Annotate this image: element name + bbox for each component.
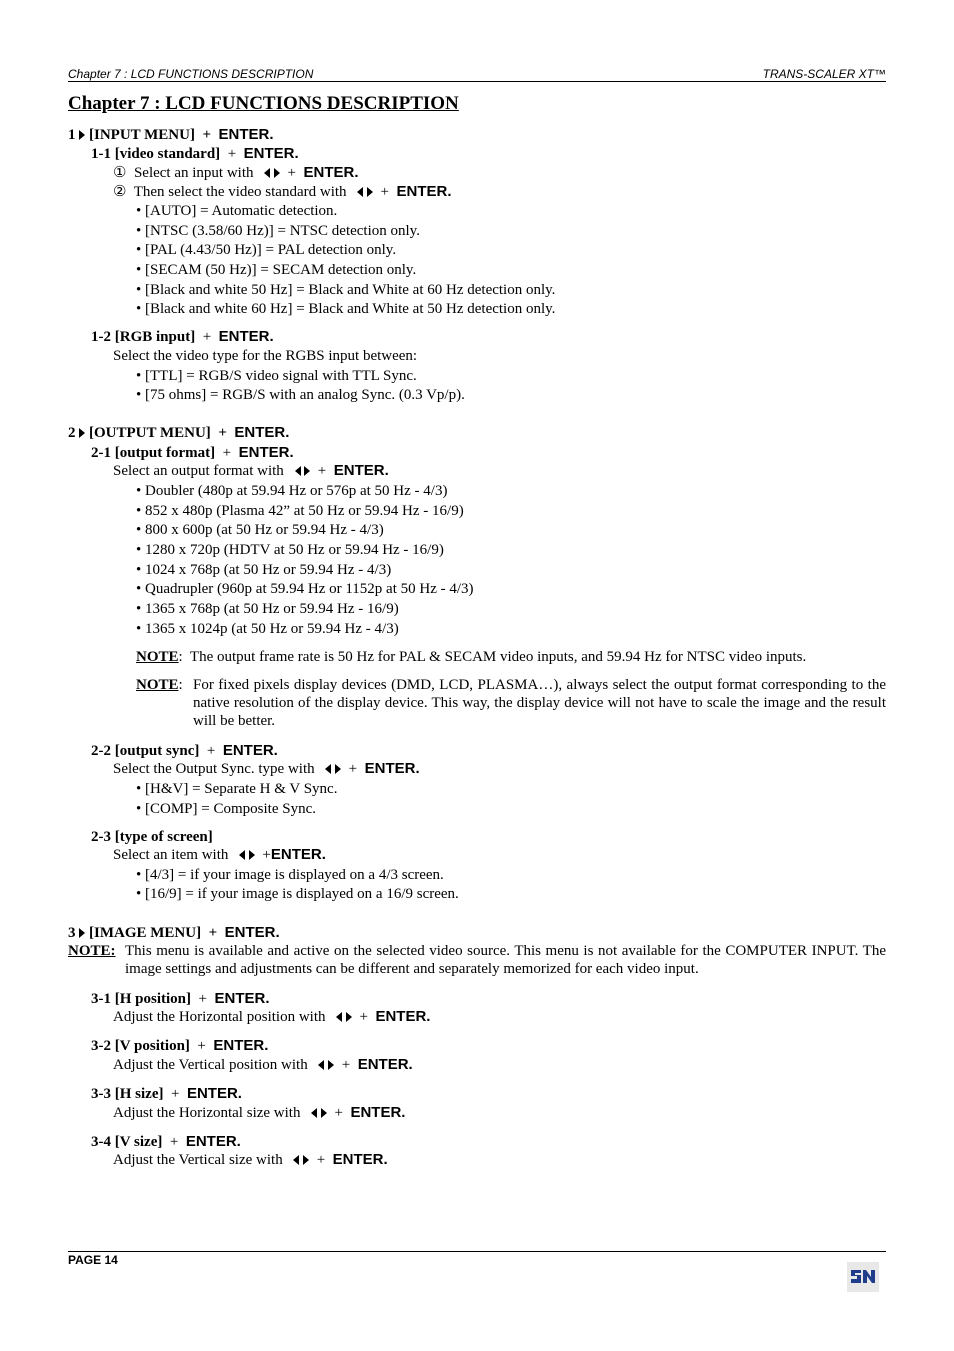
list-item: • [Black and white 60 Hz] = Black and White at 50 Hz detection only. — [136, 301, 556, 317]
list-item: • [AUTO] = Automatic detection. — [136, 203, 338, 219]
list-item: • [4/3] = if your image is displayed on a 4/3 screen. — [136, 867, 444, 883]
right-arrow-icon — [274, 168, 280, 178]
subsection-2-1-desc: Select an output format with + ENTER. — [113, 462, 389, 479]
subsection-1-2-heading: 1-2 [RGB input] + ENTER. — [91, 328, 274, 345]
list-item: • [NTSC (3.58/60 Hz)] = NTSC detection only. — [136, 223, 420, 239]
page-header — [68, 67, 886, 82]
right-arrow-icon — [249, 850, 255, 860]
section-1-heading: 1 [INPUT MENU] + ENTER. — [68, 126, 274, 143]
list-item: • [H&V] = Separate H & V Sync. — [136, 781, 338, 797]
right-arrow-icon — [335, 764, 341, 774]
left-arrow-icon — [357, 187, 363, 197]
list-item: • [75 ohms] = RGB/S with an analog Sync. (0.3 Vp/p). — [136, 387, 465, 403]
list-item: • [16/9] = if your image is displayed on a 16/9 screen. — [136, 886, 459, 902]
subsection-3-1-heading: 3-1 [H position] + ENTER. — [91, 990, 270, 1007]
section-3-note-label: NOTE: — [68, 943, 116, 959]
right-arrow-icon — [79, 428, 85, 438]
list-item: • [SECAM (50 Hz)] = SECAM detection only. — [136, 262, 417, 278]
right-arrow-icon — [304, 466, 310, 476]
list-item: • 1280 x 720p (HDTV at 50 Hz or 59.94 Hz - 16/9) — [136, 542, 444, 558]
right-arrow-icon — [303, 1155, 309, 1165]
header-product: TRANS-SCALER XT™ — [762, 67, 886, 81]
list-item: • [PAL (4.43/50 Hz)] = PAL detection only. — [136, 242, 397, 258]
left-arrow-icon — [325, 764, 331, 774]
header-chapter: Chapter 7 : LCD FUNCTIONS DESCRIPTION — [68, 67, 314, 81]
left-arrow-icon — [239, 850, 245, 860]
right-arrow-icon — [79, 928, 85, 938]
list-item: • [COMP] = Composite Sync. — [136, 801, 316, 817]
subsection-2-1-heading: 2-1 [output format] + ENTER. — [91, 444, 294, 461]
subsection-3-4-desc: Adjust the Vertical size with + ENTER. — [113, 1151, 388, 1168]
subsection-2-3-heading: 2-3 [type of screen] — [91, 829, 213, 845]
list-item: • 852 x 480p (Plasma 42” at 50 Hz or 59.94 Hz - 16/9) — [136, 503, 464, 519]
left-arrow-icon — [311, 1108, 317, 1118]
subsection-3-3-desc: Adjust the Horizontal size with + ENTER. — [113, 1104, 406, 1121]
subsection-1-2-desc: Select the video type for the RGBS input between: — [113, 348, 418, 364]
right-arrow-icon — [328, 1060, 334, 1070]
subsection-3-2-desc: Adjust the Vertical position with + ENTER. — [113, 1056, 413, 1073]
list-item: • 1024 x 768p (at 50 Hz or 59.94 Hz - 4/3) — [136, 562, 392, 578]
list-item: • 800 x 600p (at 50 Hz or 59.94 Hz - 4/3) — [136, 522, 384, 538]
subsection-3-1-desc: Adjust the Horizontal position with + ENTER. — [113, 1008, 431, 1025]
footer-divider — [68, 1251, 886, 1252]
right-arrow-icon — [79, 130, 85, 140]
subsection-1-1-heading: 1-1 [video standard] + ENTER. — [91, 145, 299, 162]
page-number: PAGE 14 — [68, 1253, 118, 1267]
left-arrow-icon — [336, 1012, 342, 1022]
section-3-heading: 3 [IMAGE MENU] + ENTER. — [68, 924, 280, 941]
list-item: • [Black and white 50 Hz] = Black and White at 60 Hz detection only. — [136, 282, 556, 298]
step-1: ① Select an input with + ENTER. — [113, 164, 359, 181]
left-arrow-icon — [295, 466, 301, 476]
left-arrow-icon — [318, 1060, 324, 1070]
left-arrow-icon — [264, 168, 270, 178]
list-item: • Quadrupler (960p at 59.94 Hz or 1152p at 50 Hz - 4/3) — [136, 581, 474, 597]
note-1: NOTE: The output frame rate is 50 Hz for PAL & SECAM video inputs, and 59.94 Hz for NTSC video inputs. — [136, 649, 807, 665]
right-arrow-icon — [321, 1108, 327, 1118]
brand-logo-icon — [847, 1262, 879, 1292]
list-item: • 1365 x 768p (at 50 Hz or 59.94 Hz - 16/9) — [136, 601, 399, 617]
note-2-label: NOTE: — [136, 677, 183, 693]
subsection-2-2-heading: 2-2 [output sync] + ENTER. — [91, 742, 278, 759]
section-3-note-text: This menu is available and active on the selected video source. This menu is not available for the COMPUTER INPUT. The image settings and adjustments can be different and separately memorized for each video input. — [125, 943, 886, 977]
right-arrow-icon — [346, 1012, 352, 1022]
list-item: • Doubler (480p at 59.94 Hz or 576p at 50 Hz - 4/3) — [136, 483, 448, 499]
right-arrow-icon — [367, 187, 373, 197]
section-2-heading: 2 [OUTPUT MENU] + ENTER. — [68, 424, 290, 441]
subsection-3-4-heading: 3-4 [V size] + ENTER. — [91, 1133, 241, 1150]
note-2-text: For fixed pixels display devices (DMD, LCD, PLASMA…), always select the output format corresponding to the native resolution of the display device. This way, the display device will not have to scale the image and the result will be better. — [193, 677, 886, 729]
subsection-2-2-desc: Select the Output Sync. type with + ENTER. — [113, 760, 420, 777]
step-2: ② Then select the video standard with + ENTER. — [113, 183, 452, 200]
note-label: NOTE — [136, 649, 179, 665]
subsection-3-2-heading: 3-2 [V position] + ENTER. — [91, 1037, 269, 1054]
left-arrow-icon — [293, 1155, 299, 1165]
subsection-3-3-heading: 3-3 [H size] + ENTER. — [91, 1085, 242, 1102]
subsection-2-3-desc: Select an item with +ENTER. — [113, 846, 326, 863]
chapter-title: Chapter 7 : LCD FUNCTIONS DESCRIPTION — [68, 93, 459, 114]
list-item: • 1365 x 1024p (at 50 Hz or 59.94 Hz - 4/3) — [136, 621, 399, 637]
list-item: • [TTL] = RGB/S video signal with TTL Sync. — [136, 368, 417, 384]
